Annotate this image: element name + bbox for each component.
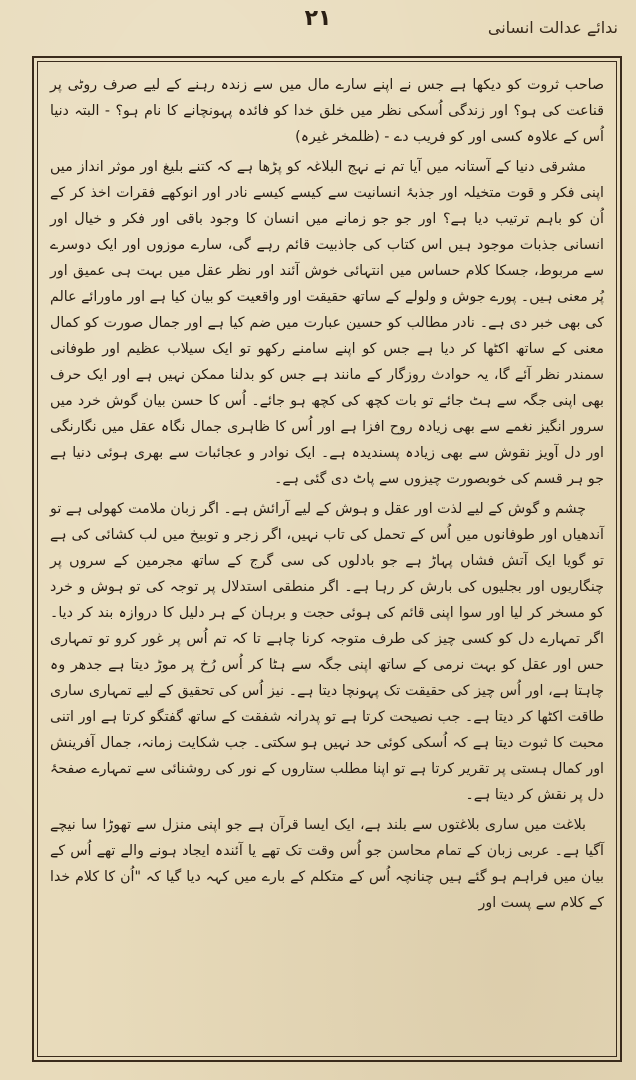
text-frame-inner [37, 61, 617, 1057]
paragraph: چشم و گوش کے لیے لذت اور عقل و ہوش کے لیے آرائش ہے۔ اگر زبان ملامت کھولی ہے تو آندھیاں اور طوفانوں میں اُس کے تحمل کی تاب نہیں، اگر زجر و توبیخ میں لب کشائی کی ہے تو گویا ایک آتش فشاں پہاڑ ہے جو بادلوں کی سی گرج کے ساتھ مجرمین کے سروں پر چنگاریوں اور بجلیوں کی بارش کر رہا ہے۔ اگر منطقی استدلال پر توجہ کی تو ہوش و خرد کو مسخر کر لیا اور سوا اپنی قائم کی ہوئی حجت و برہان کے ہر دلیل کا دروازہ بند کر دیا۔ اگر تمہارے دل کو کسی چیز کی طرف متوجہ کرنا چاہے تا کہ تم اُس پر غور کرو تو تمہاری حس اور عقل کو بہت نرمی کے ساتھ اپنی جگہ سے ہٹا کر اُس رُخ پر موڑ دیتا ہے جدھر وہ چاہتا ہے، اور اُس چیز کی حقیقت تک پہونچا دیتا ہے۔ نیز اُس کی تحقیق کے لیے تمہاری ساری طاقت اکٹھا کر دیتا ہے۔ جب نصیحت کرتا ہے تو پدرانہ شفقت کے ساتھ گفتگو کرتا ہے اور اتنی محبت کا ثبوت دیتا ہے کہ اُسکی کوئی حد نہیں ہو سکتی۔ جب شکایت زمانہ، جمال آفرینش اور کمال ہستی پر تقریر کرتا ہے تو اپنا مطلب ستاروں کے نور کی روشنائی سے تمہارے صفحۂ دل پر نقش کر دیتا ہے۔ [50, 501, 604, 803]
paragraph: بلاغت میں ساری بلاغتوں سے بلند ہے، ایک ایسا قرآن ہے جو اپنی منزل سے تھوڑا سا نیچے آگیا ہے۔ عربی زبان کے تمام محاسن جو اُس وقت تک تھے یا آئندہ ایجاد ہونے والے تھے اُس کے بیان میں فراہم ہو گئے ہیں چنانچہ اُس کے متکلم کے بارے میں کہہ دیا گیا کہ "اُن کا کلام خدا کے کلام سے پست اور [50, 817, 604, 911]
paragraph: صاحب ثروت کو دیکھا ہے جس نے اپنے سارے مال میں سے زندہ رہنے کے لیے صرف روٹی پر قناعت کی ہو؟ اور زندگی اُسکی نظر میں خلق خدا کو فائدہ پہونچانے کا نام ہو؟ - البتہ دنیا اُس کے علاوہ کسی اور کو فریب دے - (ظلمخر غیرہ) [50, 77, 604, 145]
paragraph: مشرقی دنیا کے آستانہ میں آیا تم نے نہج البلاغہ کو پڑھا ہے کہ کتنے بلیغ اور موثر انداز میں اپنی فکر و قوت متخیلہ اور جذبۂ انسانیت سے کیسے کیسے نادر اور انوکھے فقرات اخذ کر کے اُن کو باہم ترتیب دیا ہے؟ اور جو جو زمانے میں انسان کا وجود باقی اور فکر و خیال اور انسانی جذبات موجود ہیں اس کتاب کی جاذبیت قائم رہے گی، سارے موزوں اور ایک دوسرے سے مربوط، جسکا کلام حساس میں انتہائی خوش آئند اور نظر عقل میں بہت ہی عمیق اور پُر معنی ہیں۔ پورے جوش و ولولے کے ساتھ حقیقت اور واقعیت کو بیان کیا ہے اور ماورائے عالم کی بھی خبر دی ہے۔ نادر مطالب کو حسین عبارت میں ضم کیا ہے اور جمال صورت کو کمال معنی کے ساتھ اکٹھا کر دیا ہے جس کو اپنے سامنے رکھو تو ایک سیلاب عظیم اور طوفانی سمندر نظر آئے گا، یہ حوادث روزگار کے مانند ہے جس کو بدلنا ممکن نہیں ہے اور ایک حرف بھی اپنی جگہ سے ہٹ جائے تو بات کچھ کی کچھ ہو جائے۔ اُس کا حسن بیان گوش خرد میں سرور انگیز نغمے سے بھی زیادہ روح افزا ہے اور اُس کا ظاہری جمال نگاہ عقل میں نگارنگی اور دل آویز نقوش سے بھی زیادہ پسندیدہ ہے۔ ایک نوادر و عجائبات سے بھری ہوئی دنیا ہے جو ہر قسم کی خوبصورت چیزوں سے پاٹ دی گئی ہے۔ [50, 159, 604, 487]
running-title: ندائے عدالت انسانی [487, 17, 618, 37]
body-text [50, 72, 604, 916]
page-number: ۲۱ [304, 6, 332, 31]
text-frame [32, 56, 622, 1062]
